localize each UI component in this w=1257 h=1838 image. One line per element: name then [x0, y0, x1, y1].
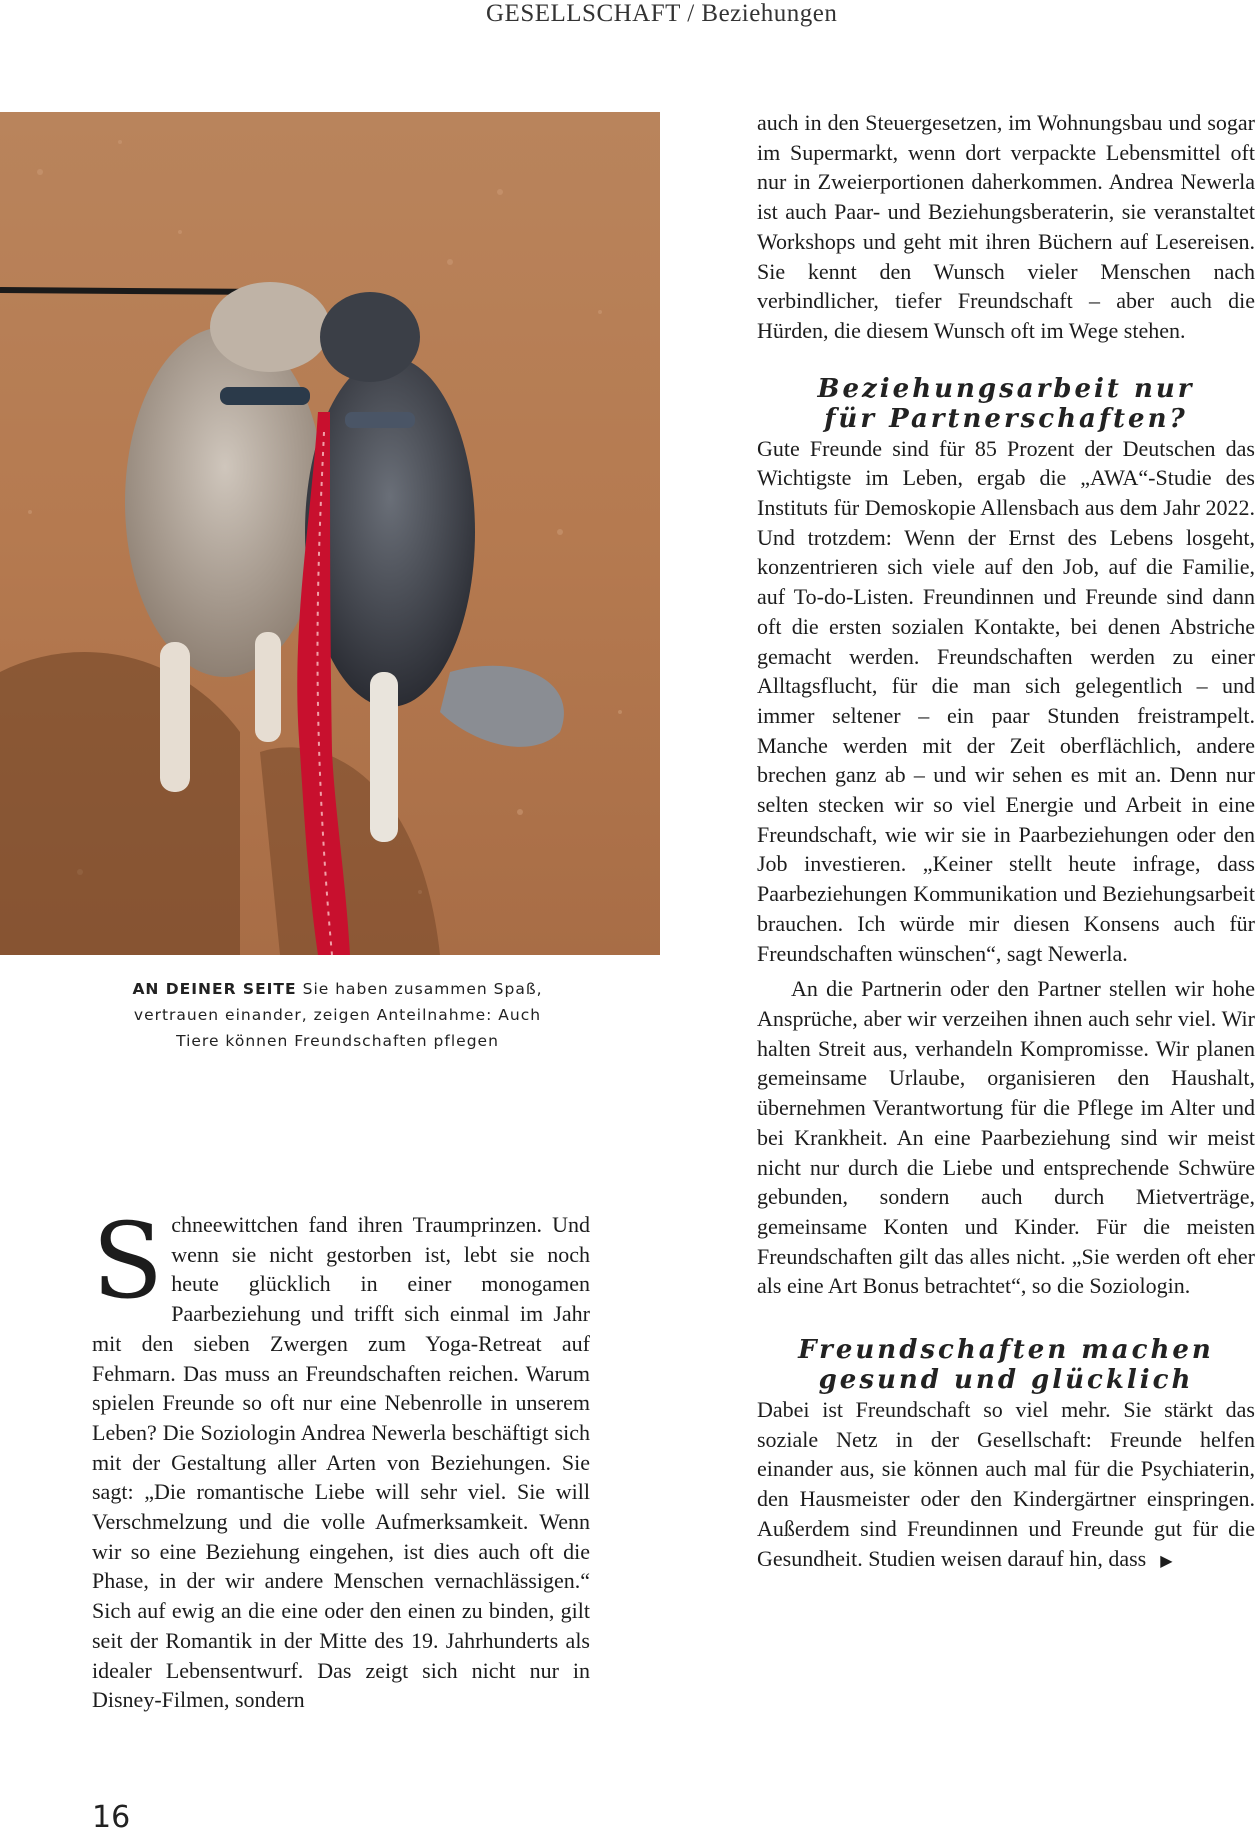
drop-cap: S — [92, 1200, 164, 1322]
photo-caption — [115, 976, 560, 1054]
subheading-2-line2: gesund und glücklich — [818, 1365, 1194, 1396]
subheading-1-line1: Beziehungsarbeit nur — [817, 373, 1195, 404]
subheading-1-line2: für Partnerschaften? — [824, 403, 1188, 434]
black-leash — [0, 290, 270, 292]
article-column-left — [92, 1200, 590, 1715]
dog-leg — [370, 672, 398, 842]
subheading-1 — [757, 374, 1255, 434]
section1-paragraph2: An die Partnerin oder den Partner stellen wir hohe Ansprüche, aber wir verzeihen ihnen auch sehr viel. Wir halten Streit aus, verhandeln Kompromisse. Wir planen gemeinsame Urlaube, organisieren den Haushalt, übernehmen Verantwortung für die Pflege im Alter und bei Krankheit. An eine Paarbeziehung sind wir meist nicht nur durch die Liebe und entsprechende Schwüre gebunden, sondern auch durch Mietverträge, gemeinsame Konten und Kinder. Für die meisten Freundschaften gilt das alles nicht. „Sie werden oft eher als eine Art Bonus betrachtet“, so die Soziologin. — [757, 976, 1255, 1299]
merle-dog-left — [125, 327, 325, 677]
caption-lead: AN DEINER SEITE — [132, 980, 297, 998]
blue-merle-dog-right-head — [320, 292, 420, 382]
caption-text: Sie haben zusammen Spaß, vertrauen einander, zeigen Anteilnahme: Auch Tiere können Freundschaften pflegen — [133, 980, 543, 1050]
right-intro-paragraph: auch in den Steuergesetzen, im Wohnungsbau und sogar im Supermarkt, wenn dort verpackte Lebensmittel oft nur in Zweierportionen daherkommen. Andrea Newerla ist auch Paar- und Beziehungsberaterin, sie veranstaltet Workshops und geht mit ihren Büchern auf Lesereisen. Sie kennt den Wunsch vieler Menschen nach verbindlicher, tiefer Freundschaft – aber auch die Hürden, die diesem Wunsch oft im Wege stehen. — [757, 110, 1255, 343]
subheading-2-line1: Freundschaften machen — [798, 1335, 1214, 1366]
continue-arrow-icon: ▶ — [1160, 1552, 1173, 1570]
dog-shadow — [0, 652, 240, 955]
section1-paragraph1: Gute Freunde sind für 85 Prozent der Deutschen das Wichtigste im Leben, ergab die „AWA“-Studie des Instituts für Demoskopie Allensbach aus dem Jahr 2022. Und trotzdem: Wenn der Ernst des Lebens losgeht, konzentrieren sich viele auf den Job, auf die Familie, auf To-do-Listen. Freundinnen und Freunde sind dann oft die ersten sozialen Kontakte, bei denen Abstriche gemacht werden. Freundschaften werden zu einer Alltagsflucht, für die man sich gelegentlich – und immer seltener – ein paar Stunden freistrampelt. Manche werden mit der Zeit oberflächlich, andere brechen ganz ab – und wir sehen es mit an. Denn nur selten stecken wir so viel Energie und Arbeit in eine Freundschaft, wie wir sie in Paarbeziehungen oder den Job investieren. „Keiner stellt heute infrage, dass Paarbeziehungen Kommunikation und Beziehungsarbeit brauchen. Ich würde mir diesen Konsens auch für Freundschaften wünschen“, sagt Newerla. — [757, 435, 1255, 966]
section2-paragraph1 — [757, 1395, 1255, 1576]
intro-text: chneewittchen fand ihren Traumprinzen. Und wenn sie nicht gestorben ist, lebt sie noch heute glücklich in einer monogamen Paarbeziehung und trifft sich einmal im Jahr mit den sieben Zwergen zum Yoga-Retreat auf Fehmarn. Das muss an Freundschaften reichen. Warum spielen Freunde so oft nur eine Nebenrolle in unserem Leben? Die Soziologin Andrea Newerla beschäftigt sich mit der Gestaltung aller Arten von Beziehungen. Sie sagt: „Die romantische Liebe will sehr viel. Sie will Verschmelzung und die volle Aufmerksamkeit. Wenn wir so eine Beziehung eingehen, ist dies auch oft die Phase, in der wir andere Menschen vernachlässigen.“ Sich auf ewig an die eine oder den einen zu binden, gilt seit der Romantik in der Mitte des 19. Jahrhunderts als idealer Lebensentwurf. Das zeigt sich nicht nur in Disney-Filmen, sondern — [92, 1212, 590, 1713]
subheading-2 — [757, 1335, 1255, 1395]
merle-dog-left-head — [210, 282, 330, 372]
dog-leg — [255, 632, 281, 742]
two-dogs-on-leash-photo — [0, 112, 660, 955]
article-intro — [92, 1200, 590, 1715]
dog-harness — [220, 387, 310, 405]
article-photo — [0, 112, 660, 955]
dog-leg — [160, 642, 190, 792]
page-header — [0, 0, 1257, 40]
section2-text: Dabei ist Freundschaft so viel mehr. Sie stärkt das soziale Netz in der Gesellschaft: Freunde helfen einander aus, sie können auch mal für die Psychiaterin, den Hausmeister oder den Kindergärtner einspringen. Außerdem sind Freundinnen und Freunde gut für die Gesundheit. Studien weisen darauf hin, dass — [757, 1397, 1255, 1571]
dog-harness — [345, 412, 415, 428]
article-column-right — [757, 108, 1255, 1576]
page-number: 16 — [92, 1800, 131, 1835]
section-title: GESELLSCHAFT / Beziehungen — [486, 0, 838, 27]
